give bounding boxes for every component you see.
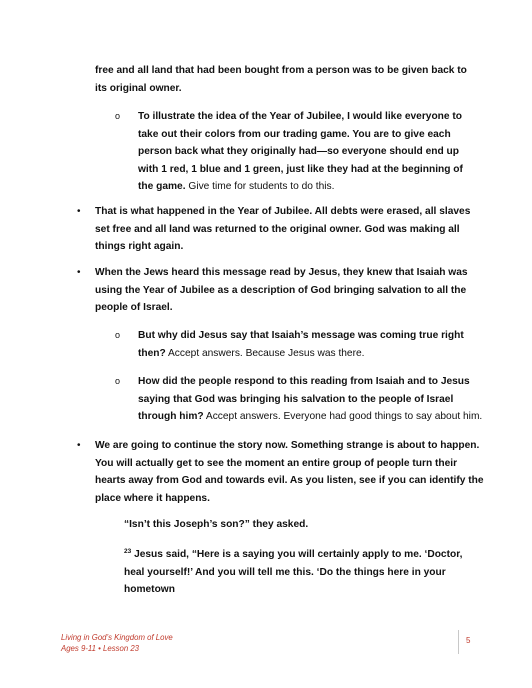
- sub-bullet-marker: o: [115, 330, 121, 340]
- bullet-jews-heard: When the Jews heard this message read by Jesus, they knew that Isaiah was using the Year of Jubilee as a description of God bringing salvation to all the people of Israel.: [95, 267, 468, 313]
- paragraph-continuation: free and all land that had been bought from a person was to be given back to its original owner.: [95, 65, 467, 94]
- bullet-marker: •: [77, 206, 81, 217]
- sub-bullet-people-respond: [138, 373, 483, 426]
- sub-bullet-marker: o: [115, 111, 121, 121]
- teacher-note: Accept answers. Because Jesus was there.: [165, 347, 365, 359]
- sub-bullet-trading-game: [138, 108, 478, 196]
- verse-text: Jesus said, “Here is a saying you will certainly apply to me. ‘Doctor, heal yourself!’ And you will tell me this. ‘Do the things here in your hometown: [124, 549, 463, 595]
- question-text: How did the people respond to this reading from Isaiah and to Jesus saying that God was bringing his salvation to the people of Israel through him?: [138, 376, 470, 422]
- question-text: But why did Jesus say that Isaiah’s message was coming true right then?: [138, 330, 464, 359]
- teacher-note: Give time for students to do this.: [185, 181, 335, 192]
- trading-game-instruction: To illustrate the idea of the Year of Jubilee, I would like everyone to take out their colors from our trading game. You are to give each person back what they originally had—so everyone should end up with 1 red, 1 blue and 1 green, just like they had at the beginning of the game.: [138, 111, 463, 192]
- footer-title: Living in God’s Kingdom of Love: [61, 633, 173, 642]
- sub-bullet-why-jesus: [138, 327, 483, 362]
- teacher-note: Accept answers. Everyone had good things to say about him.: [203, 411, 483, 422]
- bullet-marker: •: [77, 267, 81, 278]
- bullet-marker: •: [77, 440, 81, 451]
- sub-bullet-marker: o: [115, 376, 121, 386]
- scripture-quote-2: [124, 546, 480, 599]
- bullet-continue-story: We are going to continue the story now. Something strange is about to happen. You will actually get to see the moment an entire group of people turn their hearts away from God and towards evil. As you listen, see if you can identify the place where it happens.: [95, 440, 484, 504]
- verse-number: 23: [124, 548, 132, 555]
- scripture-quote-1: “Isn’t this Joseph’s son?” they asked.: [124, 519, 309, 530]
- page-number: 5: [466, 636, 471, 645]
- footer-divider: [458, 630, 459, 654]
- footer-subtitle: Ages 9-11 • Lesson 23: [61, 644, 140, 653]
- bullet-year-of-jubilee: That is what happened in the Year of Jubilee. All debts were erased, all slaves set free and all land was returned to the original owner. God was making all things right again.: [95, 206, 471, 252]
